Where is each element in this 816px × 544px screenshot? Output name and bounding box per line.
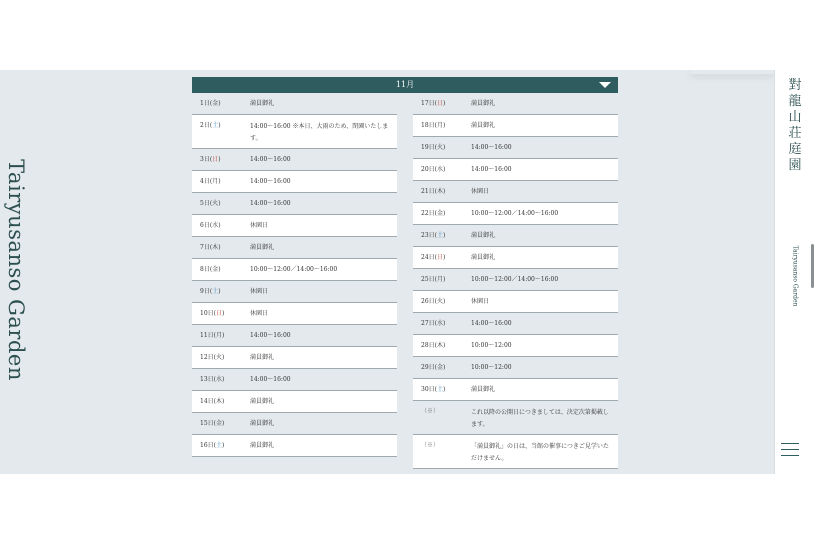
paren: ( — [434, 276, 437, 283]
row-hours: 14:00～16:00 — [250, 332, 291, 339]
row-hours: 10:00～12:00／14:00～16:00 — [250, 266, 338, 273]
paren: ( — [213, 398, 216, 405]
row-hours: 14:00～16:00 — [250, 376, 291, 383]
row-hours: 満員御礼 — [250, 100, 275, 107]
row-date — [192, 149, 250, 170]
paren: ) — [443, 342, 446, 349]
calendar-row — [413, 93, 618, 115]
paren: ( — [209, 156, 213, 163]
side-title — [0, 70, 34, 474]
date-number: 18日 — [421, 122, 435, 129]
date-number: 24日 — [421, 254, 435, 261]
calendar-row — [192, 215, 397, 237]
paren: ) — [443, 320, 446, 327]
row-hours: 満員御礼 — [471, 232, 496, 239]
row-hours: 10:00～12:00／14:00～16:00 — [471, 276, 559, 283]
header-shadow — [690, 70, 774, 74]
weekday: 土 — [212, 122, 219, 129]
logo-char: 對 — [788, 78, 802, 93]
row-date — [413, 93, 471, 114]
paren: ) — [222, 354, 225, 361]
row-date — [413, 181, 471, 202]
paren: ) — [218, 288, 221, 295]
calendar-row — [192, 347, 397, 369]
month-dropdown[interactable] — [192, 77, 618, 93]
weekday: 日 — [436, 100, 443, 107]
paren: ( — [434, 122, 437, 129]
row-hours: 休園日 — [250, 310, 269, 317]
date-number: 19日 — [421, 144, 435, 151]
paren: ( — [434, 188, 437, 195]
weekday: 水 — [212, 222, 219, 229]
paren: ( — [213, 420, 216, 427]
row-date — [192, 281, 250, 302]
date-number: 8日 — [200, 266, 210, 273]
paren: ) — [218, 178, 221, 185]
paren: ( — [434, 210, 437, 217]
weekday: 土 — [215, 442, 222, 449]
paren: ( — [209, 200, 213, 207]
row-date — [413, 313, 471, 334]
paren: ( — [213, 354, 216, 361]
row-date — [192, 303, 250, 324]
row-date — [413, 115, 471, 136]
row-date — [413, 203, 471, 224]
weekday: 木 — [212, 244, 219, 251]
paren: ( — [434, 100, 437, 107]
row-hours: 10:00～12:00 — [471, 364, 512, 371]
paren: ( — [209, 244, 213, 251]
paren: ( — [434, 232, 437, 239]
calendar-row — [192, 93, 397, 115]
paren: ( — [213, 310, 216, 317]
paren: ( — [434, 166, 437, 173]
side-title-text: Tairyusanso Garden — [4, 159, 28, 381]
paren: ( — [434, 254, 437, 261]
calendar-row — [192, 259, 397, 281]
date-number: 12日 — [200, 354, 214, 361]
row-date — [413, 357, 471, 378]
calendar-row — [192, 193, 397, 215]
paren: ) — [222, 376, 225, 383]
note-text: これ以降の公開日につきましては、決定次第掲載します。 — [471, 409, 609, 428]
weekday: 金 — [436, 210, 443, 217]
paren: ) — [218, 244, 221, 251]
row-hours: 満員御礼 — [250, 354, 275, 361]
paren: ) — [443, 386, 446, 393]
calendar-row — [413, 225, 618, 247]
date-number: 5日 — [200, 200, 210, 207]
paren: ( — [209, 222, 213, 229]
paren: ) — [218, 100, 221, 107]
row-hours: 10:00～12:00／14:00～16:00 — [471, 210, 559, 217]
row-date — [192, 93, 250, 114]
calendar-row — [413, 115, 618, 137]
date-number: 9日 — [200, 288, 210, 295]
weekday: 月 — [212, 178, 219, 185]
note-mark: （※） — [421, 442, 440, 449]
weekday: 水 — [215, 376, 222, 383]
paren: ( — [213, 442, 216, 449]
date-number: 16日 — [200, 442, 214, 449]
chevron-down-icon[interactable] — [599, 82, 611, 88]
date-number: 1日 — [200, 100, 210, 107]
row-hours: 満員御礼 — [250, 244, 275, 251]
row-date — [413, 137, 471, 158]
calendar-row — [413, 357, 618, 379]
calendar-row — [413, 159, 618, 181]
date-number: 17日 — [421, 100, 435, 107]
row-hours: 満員御礼 — [250, 442, 275, 449]
weekday: 日 — [212, 156, 219, 163]
row-hours: 満員御礼 — [471, 254, 496, 261]
main-content — [0, 70, 816, 474]
paren: ) — [443, 276, 446, 283]
date-number: 2日 — [200, 122, 210, 129]
paren: ) — [443, 144, 446, 151]
weekday: 月 — [436, 276, 443, 283]
paren: ( — [213, 332, 216, 339]
row-date — [192, 171, 250, 192]
row-date — [413, 291, 471, 312]
weekday: 土 — [436, 386, 443, 393]
calendar-row — [413, 247, 618, 269]
row-date — [413, 335, 471, 356]
paren: ( — [434, 364, 437, 371]
row-hours: 満員御礼 — [471, 386, 496, 393]
calendar-row — [192, 149, 397, 171]
paren: ( — [209, 178, 213, 185]
row-date — [413, 159, 471, 180]
date-number: 6日 — [200, 222, 210, 229]
date-number: 26日 — [421, 298, 435, 305]
calendar-row — [413, 203, 618, 225]
date-number: 11日 — [200, 332, 214, 339]
paren: ( — [209, 288, 213, 295]
row-date — [192, 259, 250, 280]
calendar-row — [192, 115, 397, 149]
calendar-row — [192, 391, 397, 413]
weekday: 金 — [212, 266, 219, 273]
logo-char: 荘 — [788, 126, 802, 141]
row-date — [192, 193, 250, 214]
date-number: 28日 — [421, 342, 435, 349]
row-hours: 満員御礼 — [250, 420, 275, 427]
calendar-row — [192, 171, 397, 193]
row-date — [413, 225, 471, 246]
note-row — [413, 401, 618, 435]
calendar-row — [192, 237, 397, 259]
weekday: 火 — [215, 354, 222, 361]
paren: ) — [222, 332, 225, 339]
calendar-row — [192, 413, 397, 435]
row-date — [192, 115, 250, 148]
weekday: 土 — [212, 288, 219, 295]
calendar-column-left — [192, 93, 397, 457]
date-number: 29日 — [421, 364, 435, 371]
paren: ) — [222, 420, 225, 427]
paren: ) — [443, 122, 446, 129]
paren: ) — [443, 100, 446, 107]
date-number: 15日 — [200, 420, 214, 427]
date-number: 20日 — [421, 166, 435, 173]
date-number: 21日 — [421, 188, 435, 195]
row-hours: 14:00～16:00 — [250, 156, 291, 163]
logo-char: 龍 — [788, 94, 802, 109]
date-number: 22日 — [421, 210, 435, 217]
weekday: 水 — [436, 320, 443, 327]
row-hours: 14:00～16:00 — [250, 200, 291, 207]
paren: ( — [209, 122, 213, 129]
paren: ( — [209, 100, 213, 107]
weekday: 火 — [436, 298, 443, 305]
row-hours: 満員御礼 — [250, 398, 275, 405]
calendar-row — [413, 181, 618, 203]
date-number: 7日 — [200, 244, 210, 251]
calendar-row — [413, 313, 618, 335]
row-date — [413, 269, 471, 290]
paren: ( — [434, 386, 437, 393]
paren: ) — [218, 156, 221, 163]
paren: ) — [222, 398, 225, 405]
paren: ) — [443, 232, 446, 239]
paren: ) — [443, 188, 446, 195]
date-number: 3日 — [200, 156, 210, 163]
date-number: 10日 — [200, 310, 214, 317]
site-logo-ja[interactable] — [785, 78, 805, 174]
weekday: 金 — [212, 100, 219, 107]
row-date — [192, 435, 250, 456]
row-hours: 14:00～16:00 ※本日、大雨のため、閉園いたします。 — [250, 123, 389, 142]
row-hours: 休園日 — [250, 222, 269, 229]
row-date — [192, 369, 250, 390]
date-number: 23日 — [421, 232, 435, 239]
hamburger-menu-icon[interactable] — [781, 443, 799, 457]
row-hours: 満員御礼 — [471, 100, 496, 107]
logo-char: 庭 — [788, 142, 802, 157]
row-hours: 14:00～16:00 — [250, 178, 291, 185]
paren: ) — [218, 200, 221, 207]
date-number: 27日 — [421, 320, 435, 327]
calendar-row — [192, 303, 397, 325]
calendar-row — [413, 137, 618, 159]
date-number: 25日 — [421, 276, 435, 283]
paren: ( — [213, 376, 216, 383]
paren: ( — [434, 342, 437, 349]
weekday: 木 — [215, 398, 222, 405]
logo-char: 山 — [788, 110, 802, 125]
row-hours: 満員御礼 — [471, 122, 496, 129]
weekday: 金 — [215, 420, 222, 427]
date-number: 13日 — [200, 376, 214, 383]
row-hours: 休園日 — [471, 188, 490, 195]
paren: ) — [222, 310, 225, 317]
row-hours: 14:00～16:00 — [471, 166, 512, 173]
weekday: 日 — [215, 310, 222, 317]
row-date — [192, 215, 250, 236]
calendar-row — [192, 325, 397, 347]
calendar-column-right — [413, 93, 618, 469]
paren: ) — [443, 166, 446, 173]
weekday: 木 — [436, 188, 443, 195]
row-hours: 14:00～16:00 — [471, 144, 512, 151]
paren: ) — [443, 364, 446, 371]
row-date — [192, 325, 250, 346]
calendar-row — [192, 281, 397, 303]
weekday: 月 — [215, 332, 222, 339]
row-date — [192, 347, 250, 368]
calendar-row — [413, 335, 618, 357]
paren: ( — [209, 266, 213, 273]
row-date — [192, 237, 250, 258]
weekday: 月 — [436, 122, 443, 129]
row-date — [413, 247, 471, 268]
weekday: 火 — [212, 200, 219, 207]
calendar-row — [192, 369, 397, 391]
paren: ) — [218, 222, 221, 229]
month-label: 11月 — [395, 80, 415, 89]
date-number: 30日 — [421, 386, 435, 393]
note-row — [413, 435, 618, 469]
weekday: 水 — [436, 166, 443, 173]
right-sidebar — [774, 70, 816, 474]
paren: ) — [443, 298, 446, 305]
paren: ) — [218, 122, 221, 129]
weekday: 土 — [436, 232, 443, 239]
row-date — [192, 413, 250, 434]
note-mark: （※） — [421, 408, 440, 415]
paren: ( — [434, 144, 437, 151]
note-text: 「満員御礼」の日は、当館の催事につきご見学いただけません。 — [471, 443, 609, 462]
site-subtitle: Tairyusanso Garden — [791, 245, 799, 307]
paren: ) — [222, 442, 225, 449]
calendar-row — [413, 269, 618, 291]
calendar-row — [192, 435, 397, 457]
weekday: 木 — [436, 342, 443, 349]
calendar-row — [413, 379, 618, 401]
weekday: 金 — [436, 364, 443, 371]
paren: ) — [443, 254, 446, 261]
scrollbar-thumb[interactable] — [811, 244, 814, 288]
row-hours: 14:00～16:00 — [471, 320, 512, 327]
row-date — [413, 379, 471, 400]
paren: ) — [443, 210, 446, 217]
logo-char: 園 — [788, 158, 802, 173]
date-number: 14日 — [200, 398, 214, 405]
row-date — [192, 391, 250, 412]
weekday: 火 — [436, 144, 443, 151]
row-hours: 休園日 — [471, 298, 490, 305]
paren: ) — [218, 266, 221, 273]
date-number: 4日 — [200, 178, 210, 185]
paren: ( — [434, 320, 437, 327]
row-hours: 10:00～12:00 — [471, 342, 512, 349]
row-hours: 休園日 — [250, 288, 269, 295]
paren: ( — [434, 298, 437, 305]
calendar-row — [413, 291, 618, 313]
weekday: 日 — [436, 254, 443, 261]
